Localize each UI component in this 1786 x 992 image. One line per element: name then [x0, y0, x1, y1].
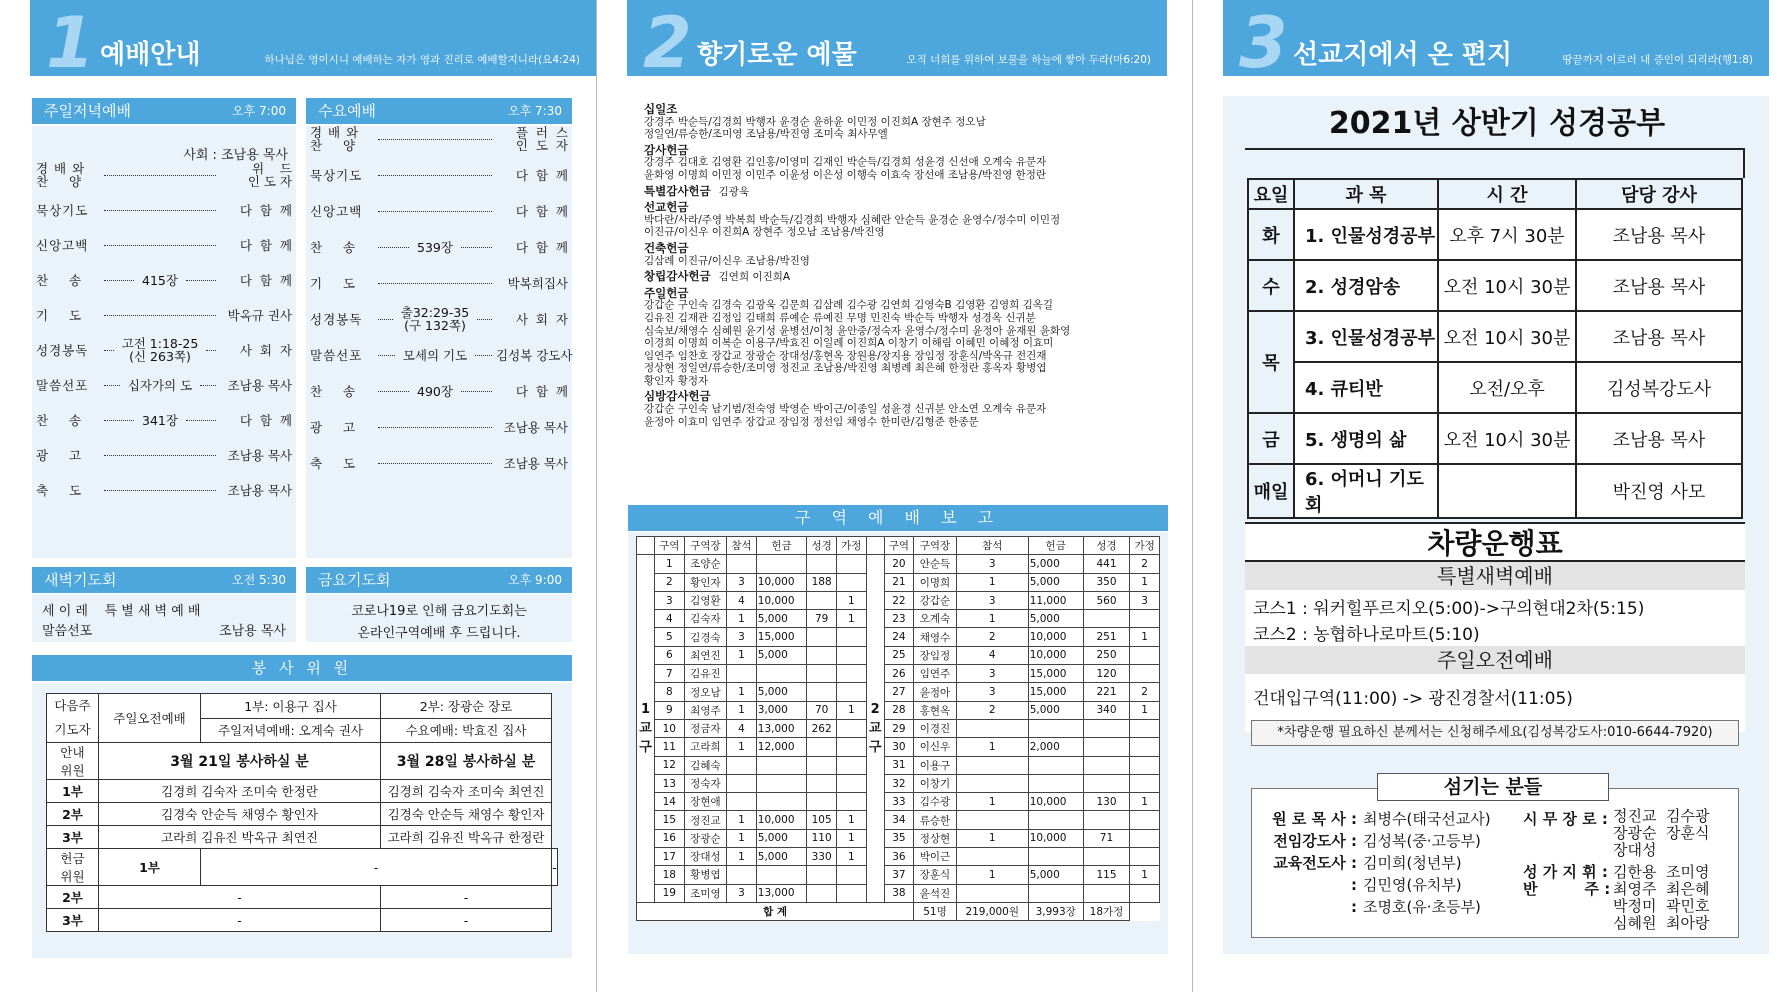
page-number: 1 — [46, 2, 95, 84]
wednesday-header: 수요예배 오후 7:30 — [306, 98, 572, 124]
offering-names: 김연희 이진희A — [718, 271, 791, 284]
page-title: 선교지에서 온 편지 — [1293, 40, 1513, 70]
offering-names: 강경주 박순득/김경희 박행자 윤경순 윤하윤 이민정 이진희A 장현주 정오남 정일연/류승한/조미영 조남용/박진영 조미숙 최사무엘 — [644, 115, 986, 141]
study-row: 4. 큐티반 오전/오후 김성복강도사 — [1248, 362, 1742, 413]
table-row: 5 김경숙 3 15,000 24 채영수 2 10,000 251 1 — [637, 628, 1160, 646]
study-row: 금 5. 생명의 삶 오전 10시 30분 조남용 목사 — [1248, 413, 1742, 464]
host: 사회 : 조남용 목사 — [183, 148, 288, 163]
order-row: 말씀선포 십자가의 도 조남용 목사 — [36, 377, 293, 393]
table-row: 15 정진교 1 10,000 105 1 34 류승한 — [637, 811, 1160, 829]
district-report-box — [628, 532, 1168, 954]
table-row: 14 장현애 33 김수광 1 10,000 130 1 — [637, 793, 1160, 811]
sunday-evening-header: 주일저녁예배 오후 7:00 — [32, 98, 296, 124]
order-row: 신앙고백 다 함 께 — [310, 203, 568, 219]
order-row: 신앙고백 다 함 께 — [36, 237, 292, 253]
page-subtitle: 땅끝까지 이르러 내 증인이 되리라(행1:8) — [1562, 54, 1753, 66]
service-header: 봉 사 위 원 — [32, 655, 572, 681]
district-report-header: 구 역 예 배 보 고 — [628, 505, 1168, 531]
offering-heading: 심방감사헌금 — [644, 389, 711, 404]
table-row: 18 황병엽 37 장훈식 1 5,000 115 1 — [637, 866, 1160, 884]
study-row: 매일 6. 어머니 기도회 박진영 사모 — [1248, 464, 1742, 518]
offerings-list — [644, 100, 1164, 428]
order-row: 기 도 박옥규 권사 — [36, 307, 292, 323]
table-row: 13 정숙자 32 이창기 — [637, 774, 1160, 792]
offering-heading: 건축헌금 — [644, 240, 689, 255]
offering-heading: 감사헌금 — [644, 142, 689, 157]
table-row: 17 장대성 1 5,000 330 1 36 박이근 — [637, 848, 1160, 866]
page-title: 향기로운 예물 — [697, 40, 857, 70]
total-row: 합 계 51명 219,000원 3,993장 18가정 — [637, 902, 1160, 920]
offering-heading: 창립감사헌금 — [644, 269, 711, 284]
offering-names: 김삼례 이진규/이신우 조남용/박진영 — [644, 254, 810, 267]
staff-row: 교육전도사 : 김미희(청년부) — [1273, 854, 1462, 872]
page-number: 2 — [643, 2, 692, 84]
offering-names: 강갑순 구인숙 남기범/전숙영 박영순 박이근/이종일 성윤경 신귀분 안소연 오계숙 유문자 윤정아 이효미 임연주 장갑교 장임정 정선임 채영수 한미란/김형준 한종문 — [644, 403, 1047, 428]
order-row: 성경봉독 고전 1:18-25 (신 263쪽) 사 회 자 — [36, 336, 292, 364]
district-report-table: 구역 구역장 참석 헌금 성경 가정 구역 구역장 참석 헌금 성경 가정 1 교 구 1 조양순 2 교 구 20 안순득 3 5,000 441 2 2 황인자 3 10,000 188 21 이명희 1 5,000 350 1 3 김영환 4 10,000 1 22 강갑순 3 11,000 560 3 4 김숙자 1 5,000 79 1 23 오계숙 1 5,000 5 김경숙 3 15,000 24 채영수 2 10,000 251 1 6 최연진 1 5,000 25 장임정 4 10,000 250 7 김유진 26 임연주 3 15,000 120 8 정오남 1 5,000 27 윤정아 3 15,000 221 2 9 최영주 1 3,000 70 1 28 홍현옥 2 5,000 340 1 10 정금자 4 13,000 262 29 이경진 11 고라희 1 12,000 30 이신우 1 2,000 12 김혜숙 31 이용구 13 정숙자 32 이창기 14 장현애 33 김수광 1 10,000 130 1 15 정진교 1 10,000 105 1 34 류승한 16 장광순 1 5,000 110 1 35 정상현 1 10,000 71 17 장대성 1 5,000 330 1 36 박이근 18 황병엽 37 장훈식 1 5,000 115 1 19 조미영 3 13,000 38 윤석진 합 계 51명 219,000원 3,993장 18가정 — [636, 536, 1160, 921]
table-row: 2 황인자 3 10,000 188 21 이명희 1 5,000 350 1 — [637, 573, 1160, 591]
service-box — [32, 683, 572, 958]
study-table: 요일 과 목 시 간 담당 강사 화 1. 인물성경공부 오후 7시 30분 조남용 목사 수 2. 성경암송 오전 10시 30분 조남용 목사 목 3. 인물성경공부 오전 10시 30분 조남용 목사 4. 큐티반 오전/오후 김성복강도사 금 5. 생명의 삶 오전 10시 30분 조남용 목사 매일 6. 어머니 기도회 박진영 사모 — [1247, 178, 1743, 519]
page-1 — [0, 0, 596, 992]
table-row: 9 최영주 1 3,000 70 1 28 홍현옥 2 5,000 340 1 — [637, 701, 1160, 719]
guide-row: 1부 김경희 김숙자 조미숙 한정란 김경희 김숙자 조미숙 최연진 — [47, 780, 558, 803]
order-row: 묵상기도 다 함 께 — [36, 202, 292, 218]
order-row: 축 도 조남용 목사 — [36, 482, 292, 498]
dawn-header: 새벽기도회 오전 5:30 — [32, 567, 296, 593]
car-sub2: 주일오전예배 — [1245, 646, 1745, 674]
offering-heading: 특별감사헌금 — [644, 183, 711, 198]
staff-row: 전임강도사 : 김성복(중·고등부) — [1273, 832, 1481, 850]
car-sub1: 특별새벽예배 — [1245, 562, 1745, 590]
table-row: 3 김영환 4 10,000 1 22 강갑순 3 11,000 560 3 — [637, 591, 1160, 609]
staff-row: 원 로 목 사 : 최병수(태국선교사) — [1272, 810, 1491, 828]
table-row: 7 김유진 26 임연주 3 15,000 120 — [637, 665, 1160, 683]
study-title: 2021년 상반기 성경공부 — [1328, 106, 1666, 141]
order-row: 찬 송 539장 다 함 께 — [310, 239, 568, 255]
car-title: 차량운행표 — [1245, 522, 1745, 562]
service-table: 다음주 기도자 주일오전예배 1부: 이용구 집사 2부: 장광순 장로 주일저녁예배: 오계숙 권사 수요예배: 박효진 집사 안내 위원 3월 21일 봉사하실 분 3월 28일 봉사하실 분 1부 김경희 김숙자 조미숙 한정란 김경희 김숙자 조미숙 최연진 2부 김경숙 안순득 채영수 황인자 김경숙 안순득 채영수 황인자 3부 고라희 김유진 박옥규 최연진 고라희 김유진 박옥규 한정란 헌금 위원 1부 - -2부 - - 3부 - - — [46, 693, 558, 932]
page-number: 3 — [1239, 2, 1288, 84]
sunday-evening-box — [32, 126, 296, 558]
offering-names: 박다란/사라/주영 박복희 박순득/김경희 박행자 심혜란 안순득 윤경순 윤영수/정수미 이민정 이진규/이신우 이진희A 장현주 정오남 조남용/박진영 — [644, 213, 1061, 239]
table-row: 19 조미영 3 13,000 38 윤석진 — [637, 884, 1160, 902]
table-row: 1 교 구 1 조양순 2 교 구 20 안순득 3 5,000 441 2 — [637, 555, 1160, 573]
table-row: 6 최연진 1 5,000 25 장임정 4 10,000 250 — [637, 646, 1160, 664]
table-row: 12 김혜숙 31 이용구 — [637, 756, 1160, 774]
order-row: 찬 송 341장 다 함 께 — [36, 412, 292, 428]
order-row: 기 도 박복희집사 — [310, 275, 568, 291]
table-row: 4 김숙자 1 5,000 79 1 23 오계숙 1 5,000 — [637, 610, 1160, 628]
offering-names: 강경주 김대호 김영환 김인홍/이영미 김재인 박순득/김경희 성윤경 신선애 오계숙 유문자 윤화영 이명희 이민정 이민주 이윤성 이은성 이행숙 이효숙 장선애 조남용/박진영 한정란 — [644, 156, 1047, 181]
page-subtitle: 하나님은 영이시니 예배하는 자가 영과 진리로 예배할지니라(요4:24) — [264, 54, 580, 66]
offering-heading: 선교헌금 — [644, 200, 689, 215]
table-row: 10 정금자 4 13,000 262 29 이경진 — [637, 719, 1160, 737]
order-row: 묵상기도 다 함 께 — [310, 167, 568, 183]
car-note: *차량운행 필요하신 분께서는 신청해주세요(김성복강도사:010-6644-7920) — [1251, 720, 1739, 746]
car-schedule: 차량운행표 특별새벽예배 코스1 : 워커힐푸르지오(5:00)->구의현대2차(5:15) 코스2 : 농협하나로마트(5:10) 주일오전예배 건대입구역(11:00) -> 광진경찰서(11:05) — [1245, 522, 1745, 732]
offer-row: 2부 - - — [47, 886, 558, 909]
order-row: 경 배 와 찬 양 위 드 인 도 자 — [36, 161, 292, 189]
page1-banner — [30, 0, 596, 84]
staff-title: 섬기는 분들 — [1377, 773, 1609, 801]
friday-box: 코로나19로 인해 금요기도회는 온라인구역예배 후 드립니다. — [306, 594, 572, 642]
offering-names: 김광욱 — [718, 185, 750, 198]
order-row: 경 배 와 찬 양 플 러 스 인 도 자 — [310, 125, 568, 153]
order-row: 성경봉독 출32:29-35 (구 132쪽) 사 회 자 — [310, 305, 569, 333]
page3-banner — [1223, 0, 1769, 84]
guide-row: 2부 김경숙 안순득 채영수 황인자 김경숙 안순득 채영수 황인자 — [47, 803, 558, 826]
staff-left — [1255, 808, 1491, 918]
order-row: 찬 송 415장 다 함 께 — [36, 272, 292, 288]
study-row: 수 2. 성경암송 오전 10시 30분 조남용 목사 — [1248, 260, 1742, 311]
table-row: 11 고라희 1 12,000 30 이신우 1 2,000 — [637, 738, 1160, 756]
page2-banner — [627, 0, 1167, 84]
order-row: 광 고 조남용 목사 — [36, 447, 292, 463]
page-3: 3 선교지에서 온 편지 땅끝까지 이르러 내 증인이 되리라(행1:8) 2021년 상반기 성경공부 요일 과 목 시 간 담당 강사 화 1. 인물성경공부 오후 7시 30분 조남용 목사 수 2. 성경암송 오전 10시 30분 조남용 목사 목 3. 인물성경공부 오전 10시 30분 조남용 목사 4. 큐티반 오전/오후 김성복강도사 금 5. 생명의 삶 오전 10시 30분 조남용 목사 매일 6. 어머니 기도회 박진영 사모 차량운행표 특별새벽예배 코스1 : 워커힐푸르지오(5:00)->구의현대2차(5:15) 코스2 : 농협하나로마트(5:10) 주일오전예배 건대입구역(11:00) -> 광진경찰서(11:05) *차량운행 필요하신 분께서는 신청해주세요(김성복강도사:010-6644-7920) 섬기는 분들 원 로 목 사 : 최병수(태국선교사) 전임강도사 : 김성복(중·고등부) 교육전도사 : 김미희(청년부) : 김민영(유치부) : 조명호(유·초등부) 시 무 장 로 : 정진교 김수광 장광순 장훈식 장대성 성 가 지 휘 : 반 주 : 김한용 조미영 최영주 최은혜 박정미 곽민호 심혜원 최아랑 — [1192, 0, 1786, 992]
offer-row: 3부 - - — [47, 909, 558, 932]
offering-heading: 주일헌금 — [644, 285, 689, 300]
friday-header: 금요기도회 오후 9:00 — [306, 567, 572, 593]
staff-row: : 김민영(유치부) — [1351, 876, 1462, 894]
table-row: 8 정오남 1 5,000 27 윤정아 3 15,000 221 2 — [637, 683, 1160, 701]
page-title: 예배안내 — [100, 40, 201, 70]
page-subtitle: 오직 너희를 위하여 보물을 하늘에 쌓아 두라(마6:20) — [906, 54, 1151, 66]
wednesday-box — [306, 126, 572, 558]
table-row: 16 장광순 1 5,000 110 1 35 정상현 1 10,000 71 — [637, 829, 1160, 847]
guide-row: 3부 고라희 김유진 박옥규 최연진 고라희 김유진 박옥규 한정란 — [47, 826, 558, 849]
order-row: 광 고 조남용 목사 — [310, 419, 568, 435]
dawn-box: 세 이 레 특 별 새 벽 예 배 말씀선포 조남용 목사 — [32, 594, 296, 642]
staff-row: : 조명호(유·초등부) — [1351, 898, 1481, 916]
order-row: 축 도 조남용 목사 — [310, 455, 568, 471]
study-row: 목 3. 인물성경공부 오전 10시 30분 조남용 목사 — [1248, 311, 1742, 362]
order-row: 찬 송 490장 다 함 께 — [310, 383, 568, 399]
order-row: 말씀선포 모세의 기도 김성복 강도사 — [310, 347, 573, 363]
offering-heading: 십일조 — [644, 102, 678, 116]
offering-names: 강갑순 구인숙 김경숙 김광욱 김문희 김삼례 김수광 김연희 김영숙B 김영환 김영희 김옥길 김유진 김재관 김정임 김태희 류예순 류예진 무명 민진숙 박순득 박행자 성경옥 신귀분 심숙보/채영수 심혜원 윤기성 윤병선/이청 윤안중/정숙자 윤영수/정수미 윤정아 윤재원 윤화영 이경희 이명희 이복순 이용구/박효진 이일례 이진희A 이창기 이해림 이혜민 이혜정 이효미 임연주 임찬호 장갑교 장광순 장대성/홍현옥 장원용/장지용 장임정 장훈식/박옥규 전건재 정상현 정일연/류승한/조미영 정진교 조남용/박진영 최병례 최은혜 한정란 홍옥자 황병엽 황인자 황정자 — [644, 299, 1071, 387]
study-row: 화 1. 인물성경공부 오후 7시 30분 조남용 목사 — [1248, 209, 1742, 260]
